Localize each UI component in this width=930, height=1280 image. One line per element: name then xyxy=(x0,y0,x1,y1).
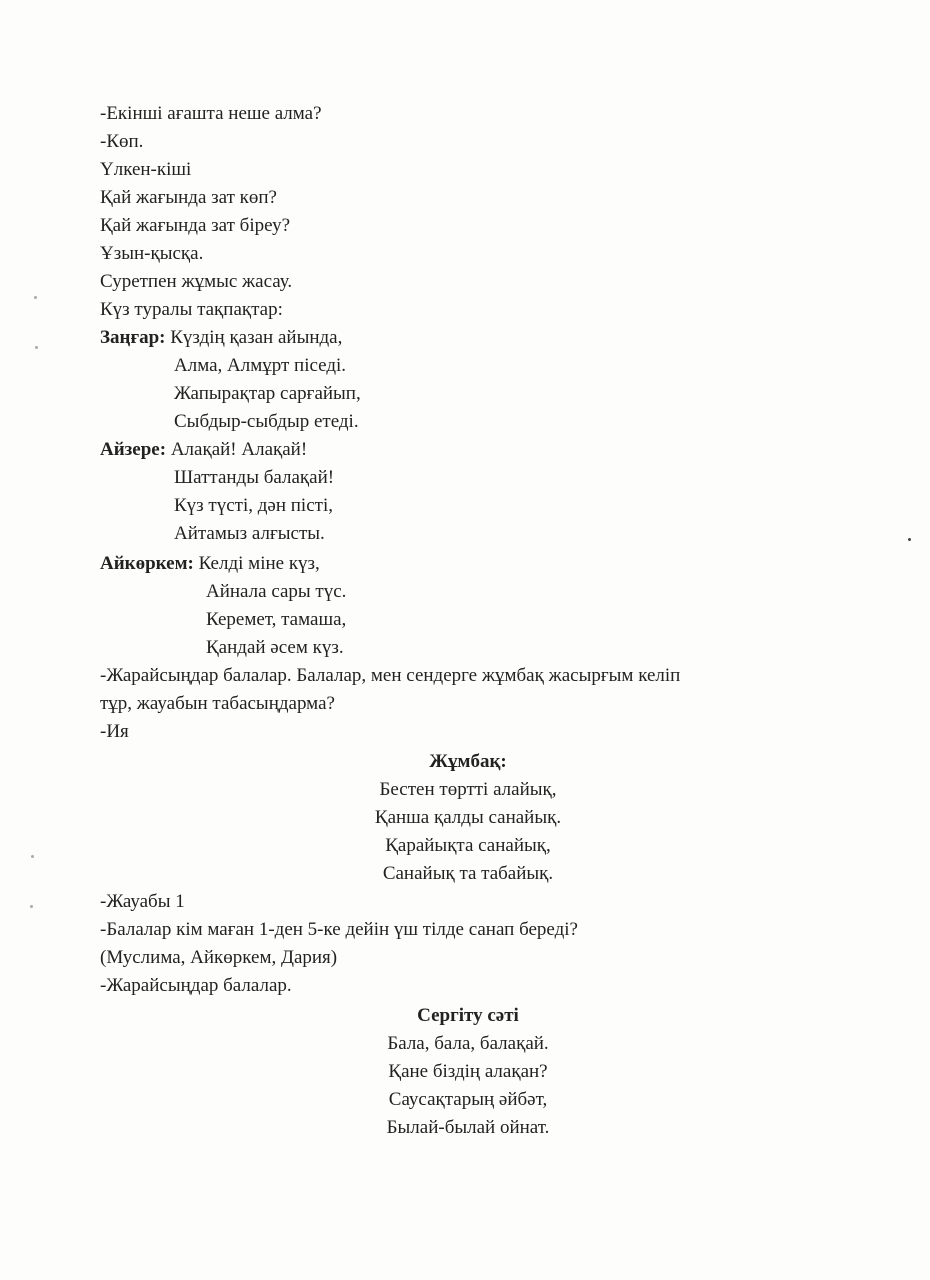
scan-speck xyxy=(30,905,33,908)
poem-verse: Қандай әсем күз. xyxy=(206,637,344,658)
poem-verse: Келді міне күз, xyxy=(198,553,320,574)
text-line: -Жауабы 1 xyxy=(100,891,185,912)
exercise-line: Қане біздің алақан? xyxy=(388,1061,548,1082)
exercise-line: Саусақтарың әйбәт, xyxy=(388,1089,548,1110)
poem-verse: Сыбдыр-сыбдыр етеді. xyxy=(174,411,359,432)
riddle-line: Санайық та табайық. xyxy=(382,863,554,884)
text-line: -Ия xyxy=(100,721,129,742)
riddle-line: Қанша қалды санайық. xyxy=(374,807,562,828)
riddle-title-text: Жұмбақ: xyxy=(429,751,507,772)
text-line: Үлкен-кіші xyxy=(100,159,192,180)
exercise-line: Былай-былай ойнат. xyxy=(386,1117,550,1138)
scan-speck xyxy=(35,346,38,349)
poem-verse: Шаттанды балақай! xyxy=(174,467,335,488)
text-line: Қай жағында зат біреу? xyxy=(100,215,290,236)
poem-verse: Күз түсті, дән пісті, xyxy=(174,495,333,516)
exercise-title-text: Сергіту сәті xyxy=(417,1005,519,1026)
poem-verse: Күздің қазан айында, xyxy=(170,327,343,348)
poem-first-line xyxy=(100,550,320,578)
poem-speaker: Заңғар: xyxy=(100,327,166,348)
poem-verse: Алақай! Алақай! xyxy=(170,439,308,460)
text-line: Қай жағында зат көп? xyxy=(100,187,277,208)
text-line: -Көп. xyxy=(100,131,144,152)
poem-verse: Жапырақтар сарғайып, xyxy=(174,383,361,404)
exercise-title xyxy=(0,1002,930,1030)
text-line: -Жарайсыңдар балалар. Балалар, мен сендерге жұмбақ жасырғым келіп xyxy=(100,665,681,686)
text-line: Ұзын-қысқа. xyxy=(100,243,204,264)
text-line: Суретпен жұмыс жасау. xyxy=(100,271,293,292)
poem-verse: Айтамыз алғысты. xyxy=(174,523,325,544)
scan-speck xyxy=(34,296,37,299)
riddle-line: Қарайықта санайық, xyxy=(385,835,551,856)
poem-verse: Керемет, тамаша, xyxy=(206,609,347,630)
poem-speaker: Айкөркем: xyxy=(100,553,194,574)
text-line: -Балалар кім маған 1-ден 5-ке дейін үш тілде санап береді? xyxy=(100,919,578,940)
poem-first-line xyxy=(100,436,307,464)
scan-speck xyxy=(31,855,34,858)
text-line: Күз туралы тақпақтар: xyxy=(100,299,283,320)
poem-first-line xyxy=(100,324,342,352)
text-line: (Муслима, Айкөркем, Дария) xyxy=(100,947,338,968)
poem-speaker: Айзере: xyxy=(100,439,167,460)
poem-verse: Алма, Алмұрт піседі. xyxy=(174,355,347,376)
exercise-line: Бала, бала, балақай. xyxy=(387,1033,549,1054)
scan-speck xyxy=(908,538,911,541)
riddle-title xyxy=(0,748,930,776)
text-line: тұр, жауабын табасыңдарма? xyxy=(100,693,335,714)
text-line: -Екінші ағашта неше алма? xyxy=(100,103,322,124)
text-line: -Жарайсыңдар балалар. xyxy=(100,975,292,996)
riddle-line: Бестен төртті алайық, xyxy=(379,779,557,800)
poem-verse: Айнала сары түс. xyxy=(206,581,347,602)
